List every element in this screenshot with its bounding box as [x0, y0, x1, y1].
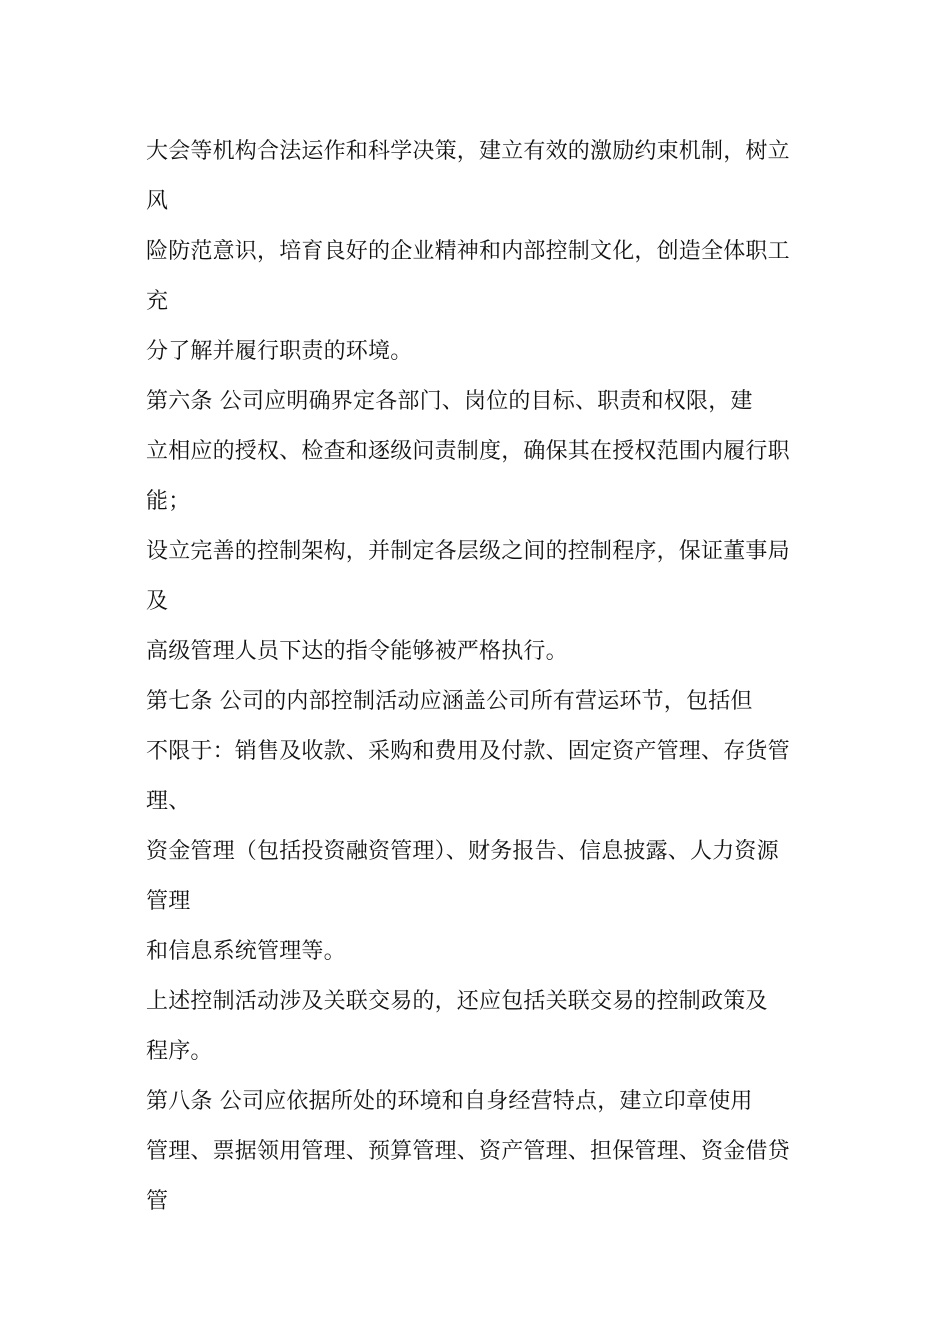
text-line: 不限于：销售及收款、采购和费用及付款、固定资产管理、存货管 [146, 739, 790, 764]
text-line: 高级管理人员下达的指令能够被严格执行。 [146, 639, 568, 664]
text-line: 设立完善的控制架构，并制定各层级之间的控制程序，保证董事局 [146, 539, 790, 564]
text-line: 立相应的授权、检查和逐级问责制度，确保其在授权范围内履行职 [146, 439, 790, 464]
text-line: 上述控制活动涉及关联交易的，还应包括关联交易的控制政策及 [146, 989, 768, 1014]
text-line: 分了解并履行职责的环境。 [146, 339, 413, 364]
text-line: 理、 [146, 789, 191, 814]
text-line: 第八条 公司应依据所处的环境和自身经营特点，建立印章使用 [146, 1089, 753, 1114]
text-line: 管 [146, 1189, 169, 1214]
text-line: 及 [146, 589, 169, 614]
text-line: 风 [146, 189, 169, 214]
text-line: 充 [146, 289, 169, 314]
text-line: 和信息系统管理等。 [146, 939, 346, 964]
text-line: 大会等机构合法运作和科学决策，建立有效的激励约束机制，树立 [146, 139, 790, 164]
text-line: 程序。 [146, 1039, 213, 1064]
text-line: 险防范意识，培育良好的企业精神和内部控制文化，创造全体职工 [146, 239, 790, 264]
text-line: 资金管理（包括投资融资管理）、财务报告、信息披露、人力资源 [146, 839, 779, 864]
text-line: 管理 [146, 889, 191, 914]
text-line: 第七条 公司的内部控制活动应涵盖公司所有营运环节，包括但 [146, 689, 753, 714]
text-line: 管理、票据领用管理、预算管理、资产管理、担保管理、资金借贷 [146, 1139, 790, 1164]
text-line: 能； [146, 489, 191, 514]
text-line: 第六条 公司应明确界定各部门、岗位的目标、职责和权限，建 [146, 389, 753, 414]
